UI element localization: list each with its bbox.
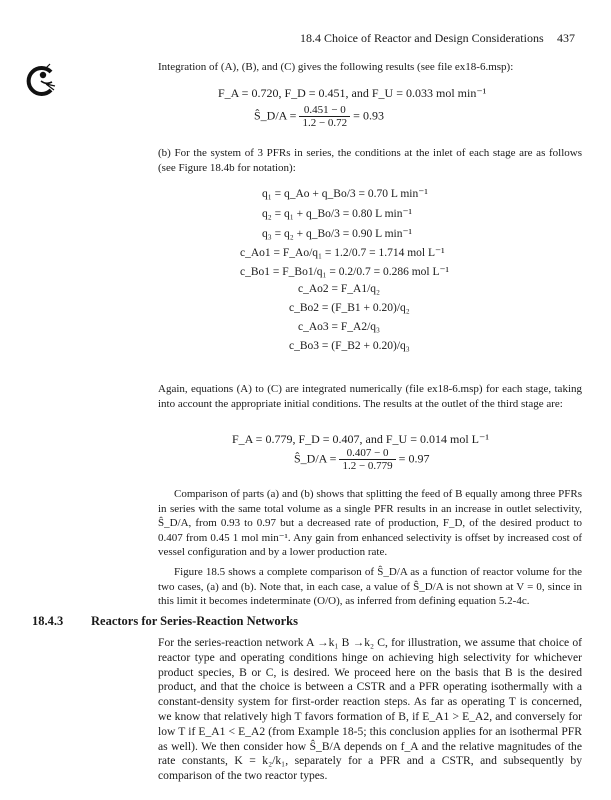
page-number: 437	[557, 31, 575, 45]
condition-cao2: c_Ao2 = F_A1/q₂	[298, 283, 381, 295]
selectivity-lhs: Ŝ_D/A =	[294, 451, 337, 466]
paragraph-series-reaction: For the series-reaction network A →k₁ B →k₂ C, for illustration, we assume that choice of reactor type and operating conditions hinge on achieving high selectivity for whichever product species, B or C, is desired. We proceed here on the basis that B is the desired product, and that the choice is between a CSTR and a PFR operating isothermally with a constant-density system for first-order reaction steps. As far as operating T is concerned, we know that relatively high T favors formation of B, if E_A1 > E_A2, and conversely for low T if E_A1 < E_A2 (from Example 18-5; this conclusion applies for an isothermal PFR as well). We then consider how Ŝ_B/A depends on f_A and the relative magnitudes of the rate constants, K = k₂/k₁, separately for a PFR and a CSTR, and subsequently by comparison of the two reactor types.	[158, 636, 582, 783]
condition-cbo3: c_Bo3 = (F_B2 + 0.20)/q₃	[289, 340, 410, 352]
condition-q2: q₂ = q₁ + q_Bo/3 = 0.80 L min⁻¹	[262, 208, 412, 220]
condition-cbo1: c_Bo1 = F_Bo1/q₁ = 0.2/0.7 = 0.286 mol L⁻¹	[240, 266, 450, 278]
fraction	[339, 447, 395, 472]
fraction-denominator: 1.2 − 0.779	[342, 460, 393, 472]
paragraph-figure-18-5: Figure 18.5 shows a complete comparison of Ŝ_D/A as a function of reactor volume for the two cases, (a) and (b). Note that, in each case, a value of Ŝ_D/A is not shown at V = 0, since in this limit it becomes indeterminate (O/O), as inferred from defining equation 5.2-4c.	[158, 566, 582, 608]
paragraph-integration: Integration of (A), (B), and (C) gives the following results (see file ex18-6.msp):	[158, 61, 514, 73]
section-title: Reactors for Series-Reaction Networks	[91, 614, 298, 628]
paragraph-pfr-series: (b) For the system of 3 PFRs in series, the conditions at the inlet of each stage are as follows (see Figure 18.4b for notation):	[158, 147, 582, 174]
running-title: 18.4 Choice of Reactor and Design Considerations	[300, 31, 544, 45]
condition-cao3: c_Ao3 = F_A2/q₃	[298, 321, 381, 333]
fraction-numerator: 0.451 − 0	[299, 104, 350, 117]
fraction-numerator: 0.407 − 0	[339, 447, 395, 460]
running-header	[300, 31, 575, 46]
paragraph-numerical-integration: Again, equations (A) to (C) are integrated numerically (file ex18-6.msp) for each stage, taking into account the appropriate initial conditions. The results at the outlet of the third stage are:	[158, 383, 582, 410]
equation-results-a: F_A = 0.720, F_D = 0.451, and F_U = 0.033 mol min⁻¹	[218, 86, 487, 100]
condition-cao1: c_Ao1 = F_Ao/q₁ = 1.2/0.7 = 1.714 mol L⁻¹	[240, 247, 445, 259]
cd-disk-icon	[22, 62, 56, 105]
selectivity-rhs: = 0.93	[353, 108, 384, 123]
selectivity-lhs: Ŝ_D/A =	[254, 108, 297, 123]
fraction-denominator: 1.2 − 0.72	[302, 117, 348, 129]
fraction	[299, 104, 350, 129]
section-number: 18.4.3	[32, 614, 64, 628]
condition-q1: q₁ = q_Ao + q_Bo/3 = 0.70 L min⁻¹	[262, 188, 428, 200]
equation-selectivity-b	[294, 447, 429, 472]
condition-cbo2: c_Bo2 = (F_B1 + 0.20)/q₂	[289, 302, 410, 314]
paragraph-comparison: Comparison of parts (a) and (b) shows that splitting the feed of B equally among three PFRs in series with the same total volume as a single PFR results in an increase in outlet selectivity, Ŝ_D/A, from 0.93 to 0.97 but a decreased rate of production, F_D, of the desired product to 0.407 from 0.45 1 mol min⁻¹. Any gain from enhanced selectivity is offset by increased cost of vessel configuration and by a lower production rate.	[158, 488, 582, 559]
equation-results-b: F_A = 0.779, F_D = 0.407, and F_U = 0.014 mol L⁻¹	[232, 432, 489, 446]
condition-q3: q₃ = q₂ + q_Bo/3 = 0.90 L min⁻¹	[262, 228, 412, 240]
equation-selectivity-a	[254, 104, 384, 129]
selectivity-rhs: = 0.97	[398, 451, 430, 466]
